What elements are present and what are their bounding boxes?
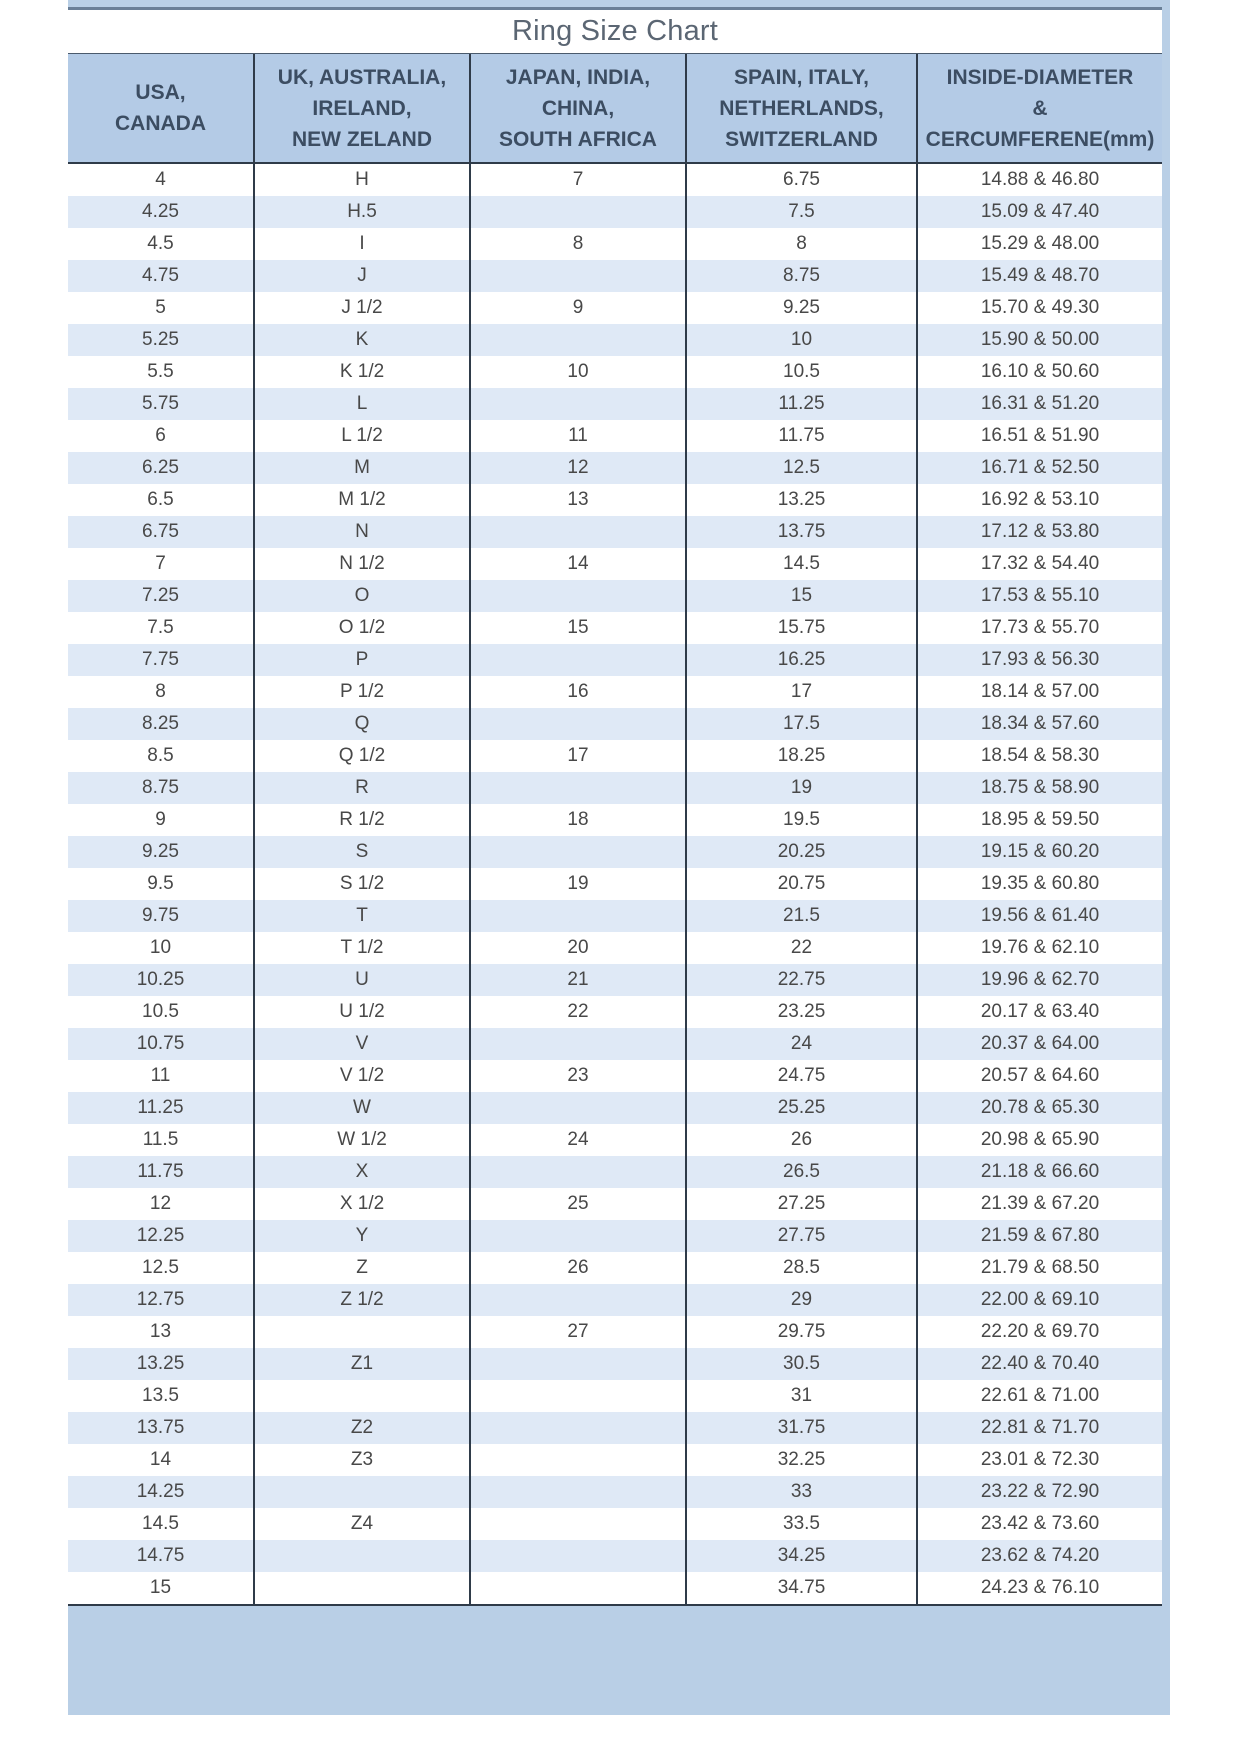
table-row [68,516,1162,548]
usa-size-cell: 11.5 [68,1124,254,1156]
usa-size-cell: 10.75 [68,1028,254,1060]
uk-size-cell: U 1/2 [254,996,470,1028]
table-row [68,260,1162,292]
spain-size-cell: 14.5 [686,548,917,580]
japan-size-cell: 8 [470,228,686,260]
spain-size-cell: 11.25 [686,388,917,420]
diameter-cell: 15.70 & 49.30 [917,292,1162,324]
table-row [68,1188,1162,1220]
usa-size-cell: 5.25 [68,324,254,356]
usa-size-cell: 11.75 [68,1156,254,1188]
usa-size-cell: 13 [68,1316,254,1348]
spain-size-cell: 27.25 [686,1188,917,1220]
spain-size-cell: 34.75 [686,1572,917,1605]
usa-size-cell: 7.5 [68,612,254,644]
diameter-cell: 19.96 & 62.70 [917,964,1162,996]
table-row [68,964,1162,996]
table-row [68,324,1162,356]
diameter-cell: 24.23 & 76.10 [917,1572,1162,1605]
japan-size-cell: 7 [470,163,686,196]
diameter-cell: 18.34 & 57.60 [917,708,1162,740]
japan-size-cell [470,1476,686,1508]
header-line: INSIDE-DIAMETER [946,65,1134,89]
uk-size-cell: Z [254,1252,470,1284]
diameter-cell: 16.92 & 53.10 [917,484,1162,516]
usa-size-cell: 12 [68,1188,254,1220]
diameter-cell: 22.00 & 69.10 [917,1284,1162,1316]
usa-size-cell: 12.75 [68,1284,254,1316]
uk-size-cell: K [254,324,470,356]
uk-size-cell: Q [254,708,470,740]
usa-size-cell: 10 [68,932,254,964]
spain-size-cell: 16.25 [686,644,917,676]
diameter-cell: 19.15 & 60.20 [917,836,1162,868]
header-line: CHINA, [541,96,615,120]
japan-size-cell: 11 [470,420,686,452]
uk-size-cell: Z 1/2 [254,1284,470,1316]
header-line: NEW ZELAND [292,127,432,151]
diameter-cell: 22.81 & 71.70 [917,1412,1162,1444]
uk-size-cell: H [254,163,470,196]
spain-size-cell: 10 [686,324,917,356]
uk-size-cell: P 1/2 [254,676,470,708]
spain-size-cell: 30.5 [686,1348,917,1380]
spain-size-cell: 10.5 [686,356,917,388]
japan-size-cell: 9 [470,292,686,324]
table-row [68,1060,1162,1092]
diameter-cell: 22.20 & 69.70 [917,1316,1162,1348]
spain-size-cell: 24.75 [686,1060,917,1092]
uk-size-cell: M [254,452,470,484]
uk-size-cell: N 1/2 [254,548,470,580]
diameter-cell: 16.10 & 50.60 [917,356,1162,388]
header-line: CERCUMFERENE(mm) [925,127,1155,151]
spain-size-cell: 13.75 [686,516,917,548]
spain-size-cell: 19 [686,772,917,804]
table-row [68,420,1162,452]
diameter-cell: 21.59 & 67.80 [917,1220,1162,1252]
title-band [68,10,1162,55]
header-line: USA, [135,81,186,104]
japan-size-cell: 13 [470,484,686,516]
diameter-cell: 23.62 & 74.20 [917,1540,1162,1572]
japan-size-cell [470,196,686,228]
table-row [68,196,1162,228]
usa-size-cell: 6 [68,420,254,452]
spain-size-cell: 29 [686,1284,917,1316]
usa-size-cell: 5 [68,292,254,324]
uk-size-cell: W 1/2 [254,1124,470,1156]
usa-size-cell: 14.5 [68,1508,254,1540]
diameter-cell: 14.88 & 46.80 [917,163,1162,196]
header-line: JAPAN, INDIA, [505,65,651,89]
table-row [68,1540,1162,1572]
usa-size-cell: 4.25 [68,196,254,228]
header-line: IRELAND, [312,96,412,120]
table-row [68,1444,1162,1476]
uk-size-cell: Z3 [254,1444,470,1476]
diameter-cell: 15.49 & 48.70 [917,260,1162,292]
diameter-cell: 20.78 & 65.30 [917,1092,1162,1124]
spain-size-cell: 17.5 [686,708,917,740]
table-row [68,804,1162,836]
usa-size-cell: 9.5 [68,868,254,900]
usa-size-cell: 6.25 [68,452,254,484]
uk-size-cell: I [254,228,470,260]
usa-size-cell: 10.25 [68,964,254,996]
japan-size-cell [470,1380,686,1412]
table-row [68,1156,1162,1188]
usa-size-cell: 14 [68,1444,254,1476]
ring-size-table [68,54,1162,1606]
spain-size-cell: 9.25 [686,292,917,324]
japan-size-cell [470,260,686,292]
spain-size-cell: 24 [686,1028,917,1060]
spain-size-cell: 8.75 [686,260,917,292]
diameter-cell: 21.18 & 66.60 [917,1156,1162,1188]
spain-size-cell: 28.5 [686,1252,917,1284]
table-row [68,1092,1162,1124]
usa-size-cell: 14.25 [68,1476,254,1508]
spain-size-cell: 25.25 [686,1092,917,1124]
diameter-cell: 16.31 & 51.20 [917,388,1162,420]
usa-size-cell: 6.75 [68,516,254,548]
uk-size-cell [254,1476,470,1508]
usa-size-cell: 8.5 [68,740,254,772]
spain-size-cell: 7.5 [686,196,917,228]
japan-size-cell [470,516,686,548]
header-line: SPAIN, ITALY, [734,65,869,89]
table-row [68,644,1162,676]
japan-size-cell: 21 [470,964,686,996]
usa-size-cell: 5.75 [68,388,254,420]
japan-size-cell: 25 [470,1188,686,1220]
uk-size-cell: J 1/2 [254,292,470,324]
diameter-cell: 20.37 & 64.00 [917,1028,1162,1060]
diameter-cell: 22.61 & 71.00 [917,1380,1162,1412]
header-line: CANADA [115,112,206,135]
japan-size-cell [470,644,686,676]
diameter-cell: 16.71 & 52.50 [917,452,1162,484]
uk-size-cell: R [254,772,470,804]
header-usa-canada [68,54,254,163]
uk-size-cell [254,1540,470,1572]
diameter-cell: 21.39 & 67.20 [917,1188,1162,1220]
diameter-cell: 20.57 & 64.60 [917,1060,1162,1092]
table-row [68,484,1162,516]
diameter-cell: 17.73 & 55.70 [917,612,1162,644]
usa-size-cell: 7 [68,548,254,580]
japan-size-cell [470,836,686,868]
uk-size-cell: T 1/2 [254,932,470,964]
table-row [68,1348,1162,1380]
spain-size-cell: 31.75 [686,1412,917,1444]
diameter-cell: 20.17 & 63.40 [917,996,1162,1028]
uk-size-cell: V [254,1028,470,1060]
diameter-cell: 19.35 & 60.80 [917,868,1162,900]
diameter-cell: 17.12 & 53.80 [917,516,1162,548]
usa-size-cell: 14.75 [68,1540,254,1572]
japan-size-cell [470,324,686,356]
japan-size-cell [470,1412,686,1444]
uk-size-cell: L 1/2 [254,420,470,452]
table-row [68,836,1162,868]
spain-size-cell: 8 [686,228,917,260]
uk-size-cell: O [254,580,470,612]
diameter-cell: 23.42 & 73.60 [917,1508,1162,1540]
uk-size-cell [254,1380,470,1412]
japan-size-cell: 18 [470,804,686,836]
japan-size-cell: 12 [470,452,686,484]
table-row [68,612,1162,644]
usa-size-cell: 13.5 [68,1380,254,1412]
spain-size-cell: 33.5 [686,1508,917,1540]
usa-size-cell: 12.25 [68,1220,254,1252]
japan-size-cell [470,1508,686,1540]
japan-size-cell [470,1540,686,1572]
diameter-cell: 20.98 & 65.90 [917,1124,1162,1156]
spain-size-cell: 23.25 [686,996,917,1028]
header-line: UK, AUSTRALIA, [277,65,447,89]
japan-size-cell [470,1220,686,1252]
spain-size-cell: 20.75 [686,868,917,900]
japan-size-cell: 22 [470,996,686,1028]
usa-size-cell: 15 [68,1572,254,1605]
spain-size-cell: 33 [686,1476,917,1508]
spain-size-cell: 11.75 [686,420,917,452]
japan-size-cell: 17 [470,740,686,772]
table-row [68,1124,1162,1156]
usa-size-cell: 8 [68,676,254,708]
usa-size-cell: 11.25 [68,1092,254,1124]
usa-size-cell: 11 [68,1060,254,1092]
table-row [68,356,1162,388]
japan-size-cell: 15 [470,612,686,644]
japan-size-cell [470,1348,686,1380]
table-row [68,388,1162,420]
japan-size-cell: 23 [470,1060,686,1092]
table-row [68,676,1162,708]
diameter-cell: 21.79 & 68.50 [917,1252,1162,1284]
uk-size-cell: X [254,1156,470,1188]
spain-size-cell: 20.25 [686,836,917,868]
usa-size-cell: 13.25 [68,1348,254,1380]
uk-size-cell: W [254,1092,470,1124]
japan-size-cell [470,1092,686,1124]
header-japan-india [470,54,686,163]
table-row [68,900,1162,932]
diameter-cell: 18.14 & 57.00 [917,676,1162,708]
spain-size-cell: 19.5 [686,804,917,836]
header-inside-diameter [917,54,1162,163]
uk-size-cell: P [254,644,470,676]
spain-size-cell: 12.5 [686,452,917,484]
uk-size-cell: J [254,260,470,292]
usa-size-cell: 13.75 [68,1412,254,1444]
header-line: & [1032,96,1048,120]
spain-size-cell: 31 [686,1380,917,1412]
japan-size-cell: 10 [470,356,686,388]
table-row [68,452,1162,484]
uk-size-cell: Z2 [254,1412,470,1444]
uk-size-cell: Z4 [254,1508,470,1540]
uk-size-cell: N [254,516,470,548]
uk-size-cell: S [254,836,470,868]
table-row [68,1508,1162,1540]
spain-size-cell: 15.75 [686,612,917,644]
spain-size-cell: 26.5 [686,1156,917,1188]
japan-size-cell: 20 [470,932,686,964]
uk-size-cell: Z1 [254,1348,470,1380]
header-line: NETHERLANDS, [719,96,884,120]
spain-size-cell: 32.25 [686,1444,917,1476]
diameter-cell: 19.76 & 62.10 [917,932,1162,964]
table-row [68,996,1162,1028]
header-spain-italy [686,54,917,163]
japan-size-cell [470,772,686,804]
diameter-cell: 17.53 & 55.10 [917,580,1162,612]
diameter-cell: 23.01 & 72.30 [917,1444,1162,1476]
spain-size-cell: 27.75 [686,1220,917,1252]
table-row [68,1220,1162,1252]
spain-size-cell: 17 [686,676,917,708]
table-row [68,1380,1162,1412]
table-body [68,163,1162,1605]
japan-size-cell [470,580,686,612]
usa-size-cell: 4.5 [68,228,254,260]
header-line: SWITZERLAND [725,127,878,151]
table-row [68,740,1162,772]
uk-size-cell [254,1572,470,1605]
japan-size-cell: 14 [470,548,686,580]
table-row [68,1284,1162,1316]
table-row [68,292,1162,324]
spain-size-cell: 15 [686,580,917,612]
diameter-cell: 15.29 & 48.00 [917,228,1162,260]
japan-size-cell [470,1284,686,1316]
japan-size-cell: 26 [470,1252,686,1284]
japan-size-cell [470,1444,686,1476]
table-row [68,1028,1162,1060]
header-line: SOUTH AFRICA [499,127,657,151]
uk-size-cell: M 1/2 [254,484,470,516]
usa-size-cell: 6.5 [68,484,254,516]
chart-title: Ring Size Chart [511,15,719,47]
japan-size-cell [470,388,686,420]
usa-size-cell: 9.75 [68,900,254,932]
diameter-cell: 15.90 & 50.00 [917,324,1162,356]
diameter-cell: 15.09 & 47.40 [917,196,1162,228]
uk-size-cell: X 1/2 [254,1188,470,1220]
diameter-cell: 18.54 & 58.30 [917,740,1162,772]
spain-size-cell: 29.75 [686,1316,917,1348]
spain-size-cell: 22 [686,932,917,964]
uk-size-cell: T [254,900,470,932]
usa-size-cell: 12.5 [68,1252,254,1284]
uk-size-cell: R 1/2 [254,804,470,836]
table-row [68,1476,1162,1508]
table-header [68,54,1162,163]
spain-size-cell: 21.5 [686,900,917,932]
usa-size-cell: 8.75 [68,772,254,804]
table-row [68,548,1162,580]
spain-size-cell: 13.25 [686,484,917,516]
usa-size-cell: 9 [68,804,254,836]
spain-size-cell: 34.25 [686,1540,917,1572]
usa-size-cell: 7.25 [68,580,254,612]
table-row [68,772,1162,804]
table-row [68,1252,1162,1284]
usa-size-cell: 9.25 [68,836,254,868]
uk-size-cell: Y [254,1220,470,1252]
table-row [68,580,1162,612]
table-row [68,1412,1162,1444]
diameter-cell: 19.56 & 61.40 [917,900,1162,932]
table-row [68,163,1162,196]
diameter-cell: 17.93 & 56.30 [917,644,1162,676]
table-row [68,1572,1162,1605]
japan-size-cell: 24 [470,1124,686,1156]
diameter-cell: 23.22 & 72.90 [917,1476,1162,1508]
table-row [68,228,1162,260]
table-row [68,1316,1162,1348]
table-row [68,868,1162,900]
uk-size-cell: O 1/2 [254,612,470,644]
diameter-cell: 18.75 & 58.90 [917,772,1162,804]
table-row [68,932,1162,964]
uk-size-cell [254,1316,470,1348]
usa-size-cell: 4 [68,163,254,196]
diameter-cell: 16.51 & 51.90 [917,420,1162,452]
uk-size-cell: U [254,964,470,996]
uk-size-cell: H.5 [254,196,470,228]
usa-size-cell: 10.5 [68,996,254,1028]
japan-size-cell [470,1572,686,1605]
header-uk-australia [254,54,470,163]
spain-size-cell: 6.75 [686,163,917,196]
usa-size-cell: 8.25 [68,708,254,740]
uk-size-cell: Q 1/2 [254,740,470,772]
japan-size-cell [470,1028,686,1060]
spain-size-cell: 18.25 [686,740,917,772]
japan-size-cell: 19 [470,868,686,900]
japan-size-cell: 16 [470,676,686,708]
japan-size-cell [470,1156,686,1188]
uk-size-cell: S 1/2 [254,868,470,900]
usa-size-cell: 4.75 [68,260,254,292]
japan-size-cell [470,708,686,740]
spain-size-cell: 26 [686,1124,917,1156]
usa-size-cell: 7.75 [68,644,254,676]
uk-size-cell: L [254,388,470,420]
uk-size-cell: K 1/2 [254,356,470,388]
diameter-cell: 22.40 & 70.40 [917,1348,1162,1380]
diameter-cell: 18.95 & 59.50 [917,804,1162,836]
spain-size-cell: 22.75 [686,964,917,996]
usa-size-cell: 5.5 [68,356,254,388]
japan-size-cell: 27 [470,1316,686,1348]
table-row [68,708,1162,740]
diameter-cell: 17.32 & 54.40 [917,548,1162,580]
header-row [68,54,1162,163]
japan-size-cell [470,900,686,932]
uk-size-cell: V 1/2 [254,1060,470,1092]
